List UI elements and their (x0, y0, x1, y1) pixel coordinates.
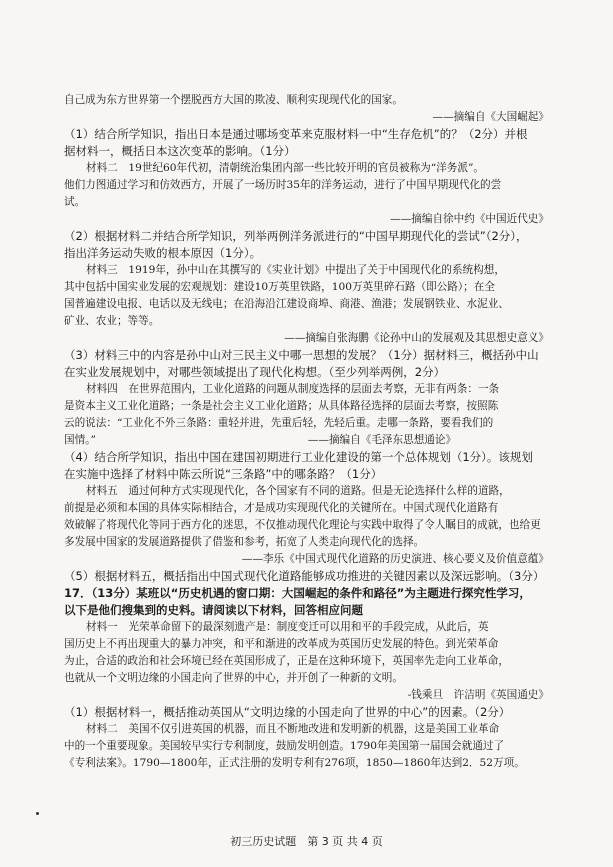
source-citation: ——摘编自张海鹏《论孙中山的发展观及其思想史意义》 (284, 332, 549, 344)
material-line: 他们力图通过学习和仿效西方，开展了一场历时35年的洋务运动，进行了中国早期现代化的尝 (64, 179, 502, 191)
material-line: 国普遍建设电报、电话以及无线电；在沿海沿江建设商埠、商港、渔港；发展钢铁业、水泥业、 (64, 298, 509, 310)
exam-content (64, 92, 553, 772)
material-line: 国历史上不再出现重大的暴力冲突，和平和渐进的改革成为英国历史发展的特色。到光荣革命 (64, 638, 499, 650)
material-line: 材料一 光荣革命留下的最深刻遗产是：制度变迁可以用和平的手段完成，从此后，英 (86, 621, 489, 633)
source-citation: ——摘编自徐中约《中国近代史》 (390, 213, 549, 225)
question-line: （1）根据材料一，概括推动英国从“文明边缘的小国走向了世界的中心”的因素。（2分） (64, 705, 511, 719)
material-line: 材料五 通过何种方式实现现代化，各个国家有不同的道路。但是无论选择什么样的道路， (86, 485, 510, 497)
material-line: 多发展中国家的发展道路提供了借鉴和参考，拓宽了人类走向现代化的选择。 (64, 536, 425, 548)
question-line: 在实业发展规划中，对哪些领域提出了现代化构想。（至少列举两例，2分） (64, 365, 446, 379)
question-line: 据材料一，概括日本这次变革的影响。（1分） (64, 144, 296, 158)
source-citation: ——摘编自《大国崛起》 (432, 111, 549, 123)
question-line: 指出洋务运动失败的根本原因（1分）。 (64, 246, 262, 260)
page-footer: 初三历史试题 第 3 页 共 4 页 (230, 835, 383, 848)
material-line: 国情。” ——摘编自《毛泽东思想通论》 (64, 434, 457, 446)
material-line: 其中包括中国实业发展的宏观规划：建设10万英里铁路，100万英里碎石路（即公路）；在全 (64, 281, 495, 293)
material-line: 材料四 在世界范围内，工业化道路的问题从制度选择的层面去考察，无非有两条：一条 (86, 383, 500, 395)
material-line: 中的一个重要现象。美国较早实行专利制度，鼓励发明创造。1790年美国第一届国会就通过了 (64, 740, 505, 752)
question-line: （1）结合所学知识，指出日本是通过哪场变革来克服材料一中“生存危机”的？（2分）并根 (64, 127, 528, 141)
source-citation: ——李乐《中国式现代化道路的历史演进、核心要义及价值意蕴》 (241, 553, 549, 565)
question-line: 17．（13分）某班以“历史机遇的窗口期：大国崛起的条件和路径”为主题进行探究性学习， (64, 586, 531, 600)
question-line: 以下是他们搜集到的史料。请阅读以下材料，回答相应问题 (64, 603, 363, 617)
material-line: 自己成为东方世界第一个摆脱西方大国的欺凌、顺利实现现代化的国家。 (64, 94, 403, 106)
question-line: （5）根据材料五，概括指出中国式现代化道路能够成功推进的关键因素以及深远影响。（3分） (64, 569, 545, 583)
source-citation: -钱乘旦 许洁明《英国通史》 (407, 689, 549, 701)
material-line: 材料二 19世纪60年代初，清朝统治集团内部一些比较开明的官员被称为“洋务派”。 (86, 162, 484, 174)
material-line: 试。 (64, 196, 86, 208)
question-line: （4）结合所学知识，指出中国在建国初期进行工业化建设的第一个总体规划（1分）。该规划 (64, 450, 533, 464)
question-line: （2）根据材料二并结合所学知识，列举两例洋务派进行的“中国早期现代化的尝试”（2分）， (64, 229, 528, 243)
material-line: 前提是必须和本国的具体实际相结合，才是成功实现现代化的关键所在。中国式现代化道路有 (64, 502, 499, 514)
material-line: 为止，合适的政治和社会环境已经在英国形成了，正是在这种环境下，英国率先走向工业革命， (64, 655, 509, 667)
material-line: 效破解了将现代化等同于西方化的迷思，不仅推动现代化理论与实践中取得了令人瞩目的成就，也给更 (64, 519, 541, 531)
question-line: 在实施中选择了材料中陈云所说“三条路”中的哪条路？（1分） (64, 467, 383, 481)
material-line: 《专利法案》。1790—1800年，正式注册的发明专利有276项，1850—1860年达到2．52万项。 (64, 757, 525, 769)
material-line: 是资本主义工业化道路；一条是社会主义工业化道路；从具体路径选择的层面去考察，按照陈 (64, 400, 499, 412)
margin-mark (36, 812, 39, 815)
material-line: 也就从一个文明边缘的小国走向了世界的中心，并开创了一种新的文明。 (64, 672, 403, 684)
material-line: 云的说法：“工业化不外三条路：重轻并进，先重后轻，先轻后重。走哪一条路，要看我们的 (64, 417, 494, 429)
material-line: 材料二 美国不仅引进英国的机器，而且不断地改进和发明新的机器，这是美国工业革命 (86, 723, 500, 735)
material-line: 矿业、农业；等等。 (64, 315, 160, 327)
material-line: 材料三 1919年，孙中山在其撰写的《实业计划》中提出了关于中国现代化的系统构想， (86, 264, 505, 276)
question-line: （3）材料三中的内容是孙中山对三民主义中哪一思想的发展？（1分）据材料三，概括孙中山 (64, 348, 539, 362)
